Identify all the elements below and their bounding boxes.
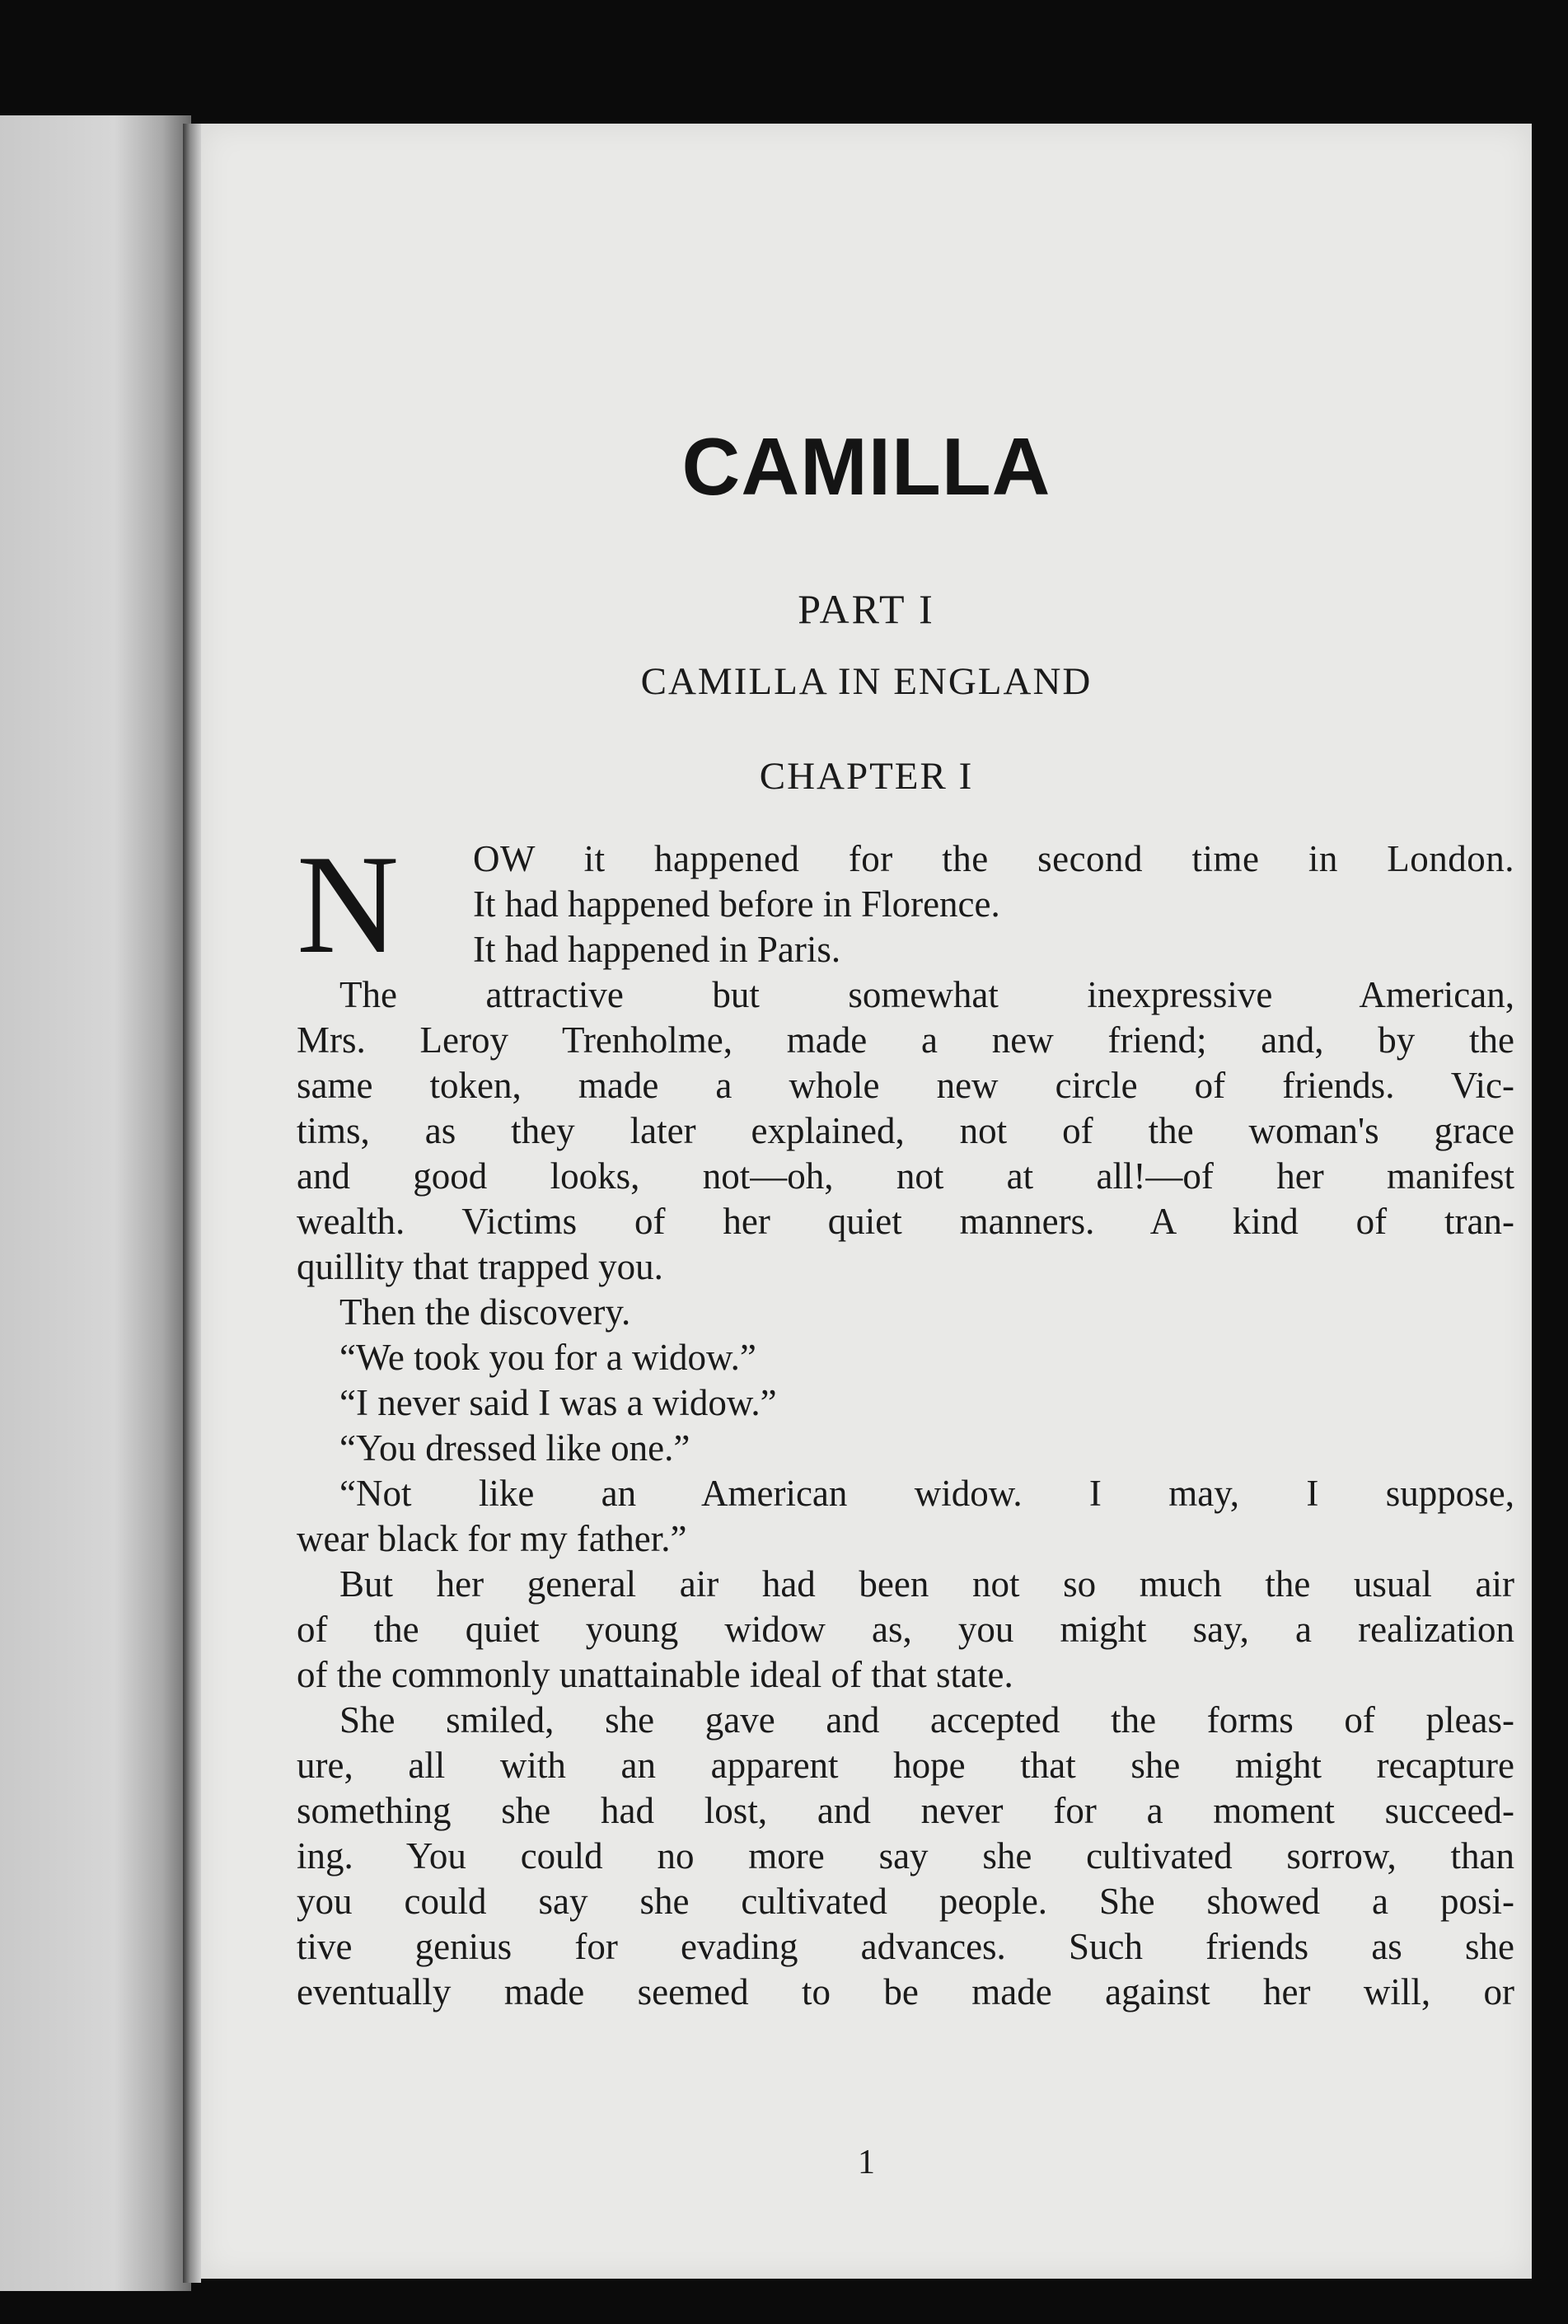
text-line: wear black for my father.” [297, 1518, 687, 1559]
text-line: of the commonly unattainable ideal of that state. [297, 1654, 1013, 1695]
text-line: eventually made seemed to be made against her will, or [297, 1971, 1514, 2012]
part-heading: PART I [798, 586, 935, 632]
book-page [201, 124, 1532, 2279]
text-line: OW it happened for the second time in London. [473, 838, 1514, 879]
text-line: tims, as they later explained, not of the woman's grace [297, 1110, 1514, 1151]
text-line: wealth. Victims of her quiet manners. A kind of tran- [297, 1201, 1514, 1242]
text-line: She smiled, she gave and accepted the forms of pleas- [339, 1699, 1514, 1741]
text-line: something she had lost, and never for a moment succeed- [297, 1790, 1514, 1831]
text-line: ure, all with an apparent hope that she might recapture [297, 1745, 1514, 1786]
text-line: “I never said I was a widow.” [339, 1382, 777, 1423]
drop-cap-letter: N [297, 827, 400, 983]
text-line: It had happened before in Florence. [473, 883, 1000, 925]
text-line: tive genius for evading advances. Such friends as she [297, 1926, 1514, 1967]
part-title: CAMILLA IN ENGLAND [640, 660, 1093, 703]
text-line: ing. You could no more say she cultivated sorrow, than [297, 1835, 1514, 1877]
facing-page-edge [0, 115, 191, 2291]
text-line: “Not like an American widow. I may, I suppose, [339, 1473, 1514, 1514]
text-line: It had happened in Paris. [473, 929, 841, 970]
book-title: CAMILLA [681, 421, 1051, 512]
text-line: you could say she cultivated people. She showed a posi- [297, 1881, 1514, 1922]
text-line: of the quiet young widow as, you might say, a realization [297, 1609, 1514, 1650]
text-line: and good looks, not—oh, not at all!—of her manifest [297, 1155, 1514, 1197]
text-line: But her general air had been not so much the usual air [339, 1563, 1514, 1605]
text-line: “You dressed like one.” [339, 1427, 690, 1469]
chapter-heading: CHAPTER I [759, 755, 974, 798]
text-line: quillity that trapped you. [297, 1246, 663, 1287]
text-line: Mrs. Leroy Trenholme, made a new friend; and, by the [297, 1019, 1514, 1061]
text-line: “We took you for a widow.” [339, 1337, 756, 1378]
text-line: The attractive but somewhat inexpressive American, [339, 974, 1514, 1015]
text-line: Then the discovery. [339, 1291, 631, 1333]
chapter-text [297, 827, 1514, 2015]
page-number: 1 [858, 2144, 875, 2181]
text-line: same token, made a whole new circle of friends. Vic- [297, 1065, 1514, 1106]
book-gutter [183, 124, 201, 2283]
